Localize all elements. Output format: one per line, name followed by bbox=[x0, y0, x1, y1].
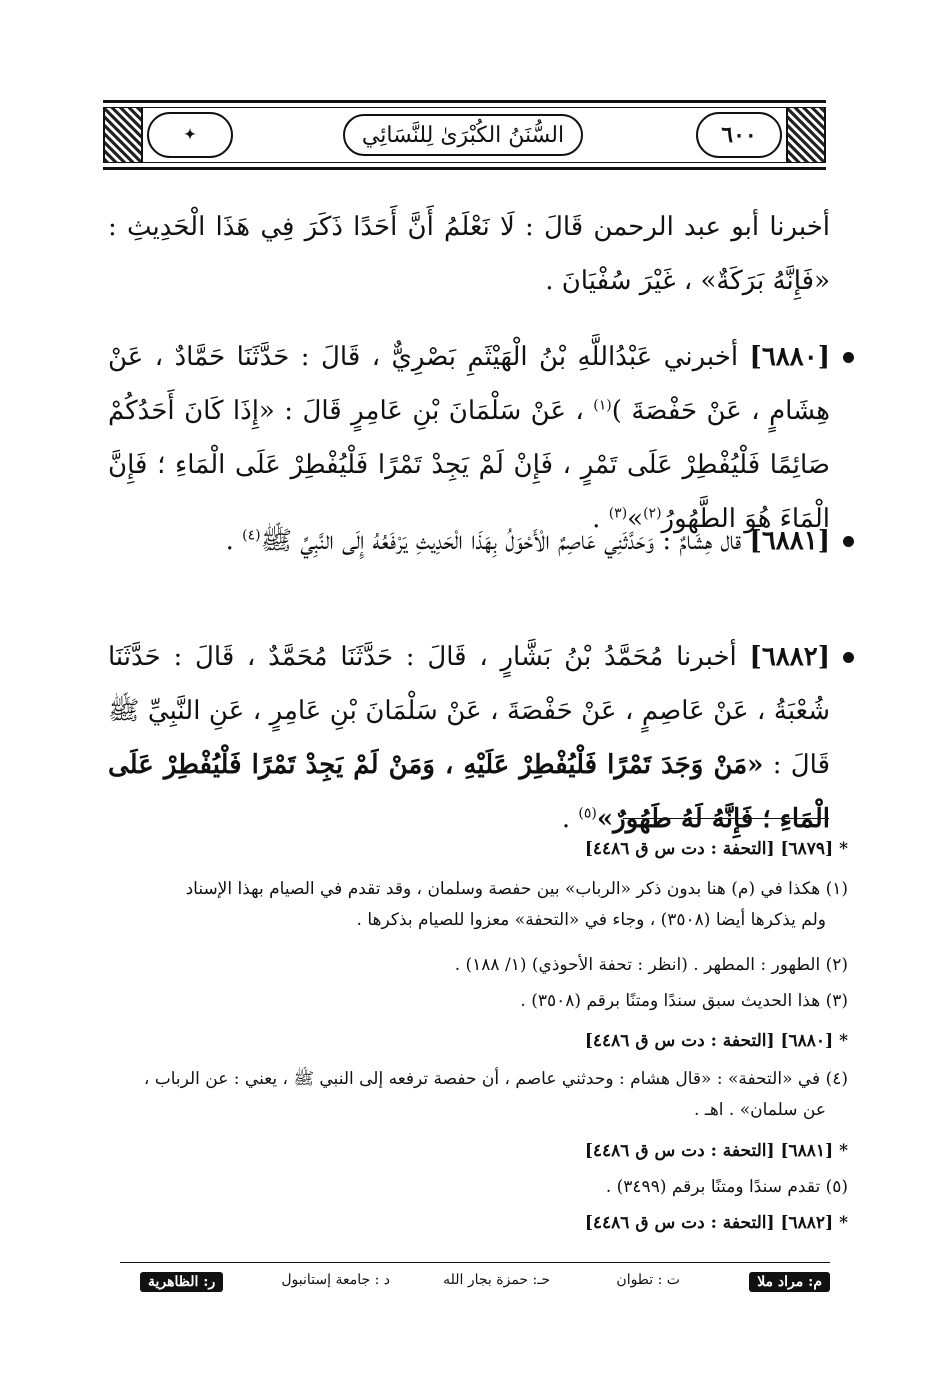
page-number: ٦٠٠ bbox=[696, 112, 782, 158]
footnote-1 bbox=[108, 874, 848, 936]
footnote-text: (٢) الطهور : المطهر . (انظر : تحفة الأحوذي) (١/ ١٨٨) . bbox=[454, 955, 848, 975]
hadith-6881 bbox=[108, 514, 830, 568]
period: . bbox=[225, 526, 234, 556]
hadith-text: أخبرني عَبْدُاللَّهِ بْنُ الْهَيْثَمِ بَصْرِيٌّ ، قَالَ : حَدَّثَنَا حَمَّادٌ ، عَنْ هِشَامٍ ، عَنْ حَفْصَةَ ) bbox=[108, 342, 830, 426]
book-seal-icon: ✦ bbox=[147, 112, 233, 158]
intro-text: أخبرنا أبو عبد الرحمن قَالَ : لَا نَعْلَمُ أَنَّ أَحَدًا ذَكَرَ فِي هَذَا الْحَدِيثِ : «فَإِنَّهُ بَرَكَةٌ» ، غَيْرَ سُفْيَانَ . bbox=[108, 212, 830, 296]
star-icon: * bbox=[839, 1213, 848, 1233]
footnote-marker: (١) bbox=[593, 397, 612, 414]
footnote-text: (١) هكذا في (م) هنا بدون ذكر «الرباب» بين حفصة وسلمان ، وقد تقدم في الصيام بهذا الإسناد bbox=[185, 879, 848, 899]
footnote-text: (٥) تقدم سندًا ومتنًا برقم (٣٤٩٩) . bbox=[605, 1177, 848, 1197]
siglum-m: م: مراد ملا bbox=[749, 1272, 830, 1292]
footnote-text: ولم يذكرها أيضا (٣٥٠٨) ، وجاء في «التحفة» معزوا للصيام بذكرها . bbox=[356, 910, 826, 930]
footnote-3 bbox=[108, 986, 848, 1017]
footnote-text: عن سلمان» . اهـ . bbox=[694, 1100, 826, 1120]
bullet-icon bbox=[843, 652, 854, 663]
intro-paragraph bbox=[108, 200, 830, 308]
tuhfa-reference: [٦٨٧٩] [التحفة : دت س ق ٤٤٨٦] bbox=[584, 839, 834, 859]
footnote-marker: (٢) bbox=[643, 505, 662, 522]
footnote-text: (٤) في «التحفة» : «قال هشام : وحدثني عاصم ، أن حفصة ترفعه إلى النبي ﷺ ، يعني : عن الرباب ، bbox=[143, 1069, 848, 1089]
footnote-5 bbox=[108, 1172, 848, 1203]
star-icon: * bbox=[839, 839, 848, 859]
footnote-divider bbox=[623, 818, 829, 819]
hadith-text: قال هِشَامٌ : وَحَدَّثَنِي عَاصِمٌ الْأَحْوَلُ بِهَذَا الْحَدِيثِ يَرْفَعُهُ إِلَى النَّبِيِّ ﷺ bbox=[260, 526, 742, 556]
hadith-text: أخبرنا مُحَمَّدُ بْنُ بَشَّارٍ ، قَالَ : حَدَّثَنَا مُحَمَّدٌ ، قَالَ : حَدَّثَنَا شُعْبَةُ ، عَنْ عَاصِمٍ ، عَنْ حَفْصَةَ ، عَنْ سَلْمَانَ بْنِ عَامِرٍ ، عَنِ النَّبِيِّ ﷺ قَالَ : bbox=[108, 642, 831, 780]
header-ornament-right bbox=[786, 108, 826, 162]
quote-close: » bbox=[627, 504, 644, 534]
footnote-text: (٣) هذا الحديث سبق سندًا ومتنًا برقم (٣٥٠٨) . bbox=[520, 991, 848, 1011]
footnote-ref-6882 bbox=[108, 1208, 848, 1239]
page-header bbox=[103, 100, 826, 170]
footnote-2 bbox=[108, 950, 848, 981]
hadith-number: [٦٨٨١] bbox=[749, 526, 830, 556]
book-title: السُّنَنُ الكُبْرَىٰ لِلنَّسَائِي bbox=[343, 114, 583, 156]
bullet-icon bbox=[843, 352, 854, 363]
hadith-6882 bbox=[108, 630, 830, 846]
hadith-text: ، عَنْ سَلْمَانَ بْنِ عَامِرٍ قَالَ : «إِذَا كَانَ أَحَدُكُمْ صَائِمًا فَلْيُفْطِرْ عَلَى تَمْرٍ ، فَإِنْ لَمْ يَجِدْ تَمْرًا فَلْيُفْطِرْ عَلَى الْمَاءِ ؛ فَإِنَّ الْمَاءَ هُوَ الطَّهُورُ bbox=[108, 396, 830, 534]
header-frame bbox=[103, 107, 826, 163]
star-icon: * bbox=[839, 1031, 848, 1051]
footnote-ref-6881 bbox=[108, 1136, 848, 1167]
footnote-marker: (٣) bbox=[608, 505, 628, 522]
footnote-ref-6880 bbox=[108, 1026, 848, 1057]
footnote-marker: (٥) bbox=[578, 805, 597, 822]
header-ornament-left bbox=[103, 108, 143, 162]
siglum-r: ر: الظاهرية bbox=[140, 1272, 223, 1292]
siglum-h: حـ: حمزة بجار الله bbox=[443, 1272, 550, 1288]
hadith-matn: «مَنْ وَجَدَ تَمْرًا فَلْيُفْطِرْ عَلَيْهِ ، وَمَنْ لَمْ يَجِدْ تَمْرًا فَلْيُفْطِرْ عَلَى الْمَاءِ ؛ فَإِنَّهُ لَهُ طَهُورٌ» bbox=[108, 750, 830, 834]
footnote-marker: (٤) bbox=[242, 527, 261, 544]
siglum-t: ت : تطوان bbox=[616, 1272, 680, 1288]
siglum-d: د : جامعة إستانبول bbox=[281, 1272, 390, 1288]
star-icon: * bbox=[839, 1141, 848, 1161]
hadith-number: [٦٨٨٠] bbox=[749, 342, 830, 372]
footnote-4 bbox=[108, 1064, 848, 1126]
manuscript-sigla bbox=[120, 1268, 830, 1298]
period: . bbox=[561, 804, 571, 834]
period: . bbox=[592, 504, 601, 534]
footer-divider bbox=[120, 1262, 830, 1263]
hadith-number: [٦٨٨٢] bbox=[749, 642, 830, 672]
bullet-icon bbox=[843, 536, 854, 547]
tuhfa-reference: [٦٨٨٠] [التحفة : دت س ق ٤٤٨٦] bbox=[584, 1031, 834, 1051]
footnote-ref-6879 bbox=[108, 834, 848, 865]
tuhfa-reference: [٦٨٨١] [التحفة : دت س ق ٤٤٨٦] bbox=[584, 1141, 834, 1161]
tuhfa-reference: [٦٨٨٢] [التحفة : دت س ق ٤٤٨٦] bbox=[584, 1213, 834, 1233]
